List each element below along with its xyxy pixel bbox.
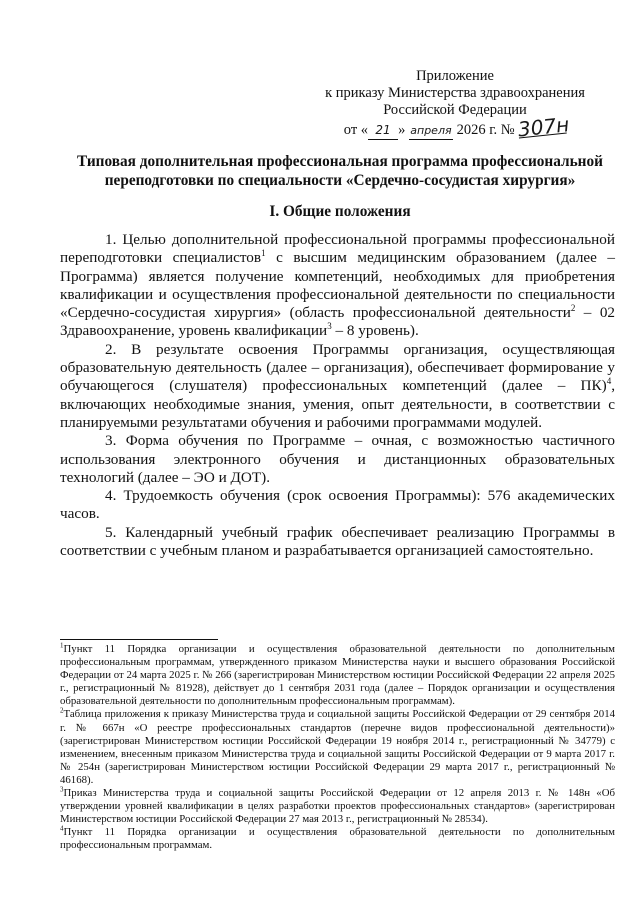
footnote-ref-4: 4	[606, 376, 612, 387]
paragraph-2: 2. В результате освоения Программы организация, осуществляющая образовательную деятельность (далее – организация), обеспечивает формирование у обучающегося (слушателя) профессиональных компетенций (далее – ПК)$^4$, включающих необходимые знания, умения, опыт деятельности, в соответствии с планируемыми результатами обучения и рабочими программами модулей.	[60, 340, 615, 431]
footnote-ref-2: 2	[570, 303, 576, 314]
ministry-country: Российской Федерации	[383, 102, 527, 118]
handwritten-month: апреля	[409, 122, 453, 140]
paragraph-4: 4. Трудоемкость обучения (срок освоения Программы): 576 академических часов.	[60, 487, 615, 523]
footnote-1: $^1$Пункт 11 Порядка организации и осуществления образовательной деятельности по дополнительным профессиональным программам, утвержденного приказом Министерства науки и высшего образования Российской Федерации от 24 марта 2025 г. № 266 (зарегистрирован Министерством юстиции Российской Федерации 22 апреля 2025 г., регистрационный № 81928), действует до 1 сентября 2031 года (далее – Порядок организации и осуществления образовательной деятельности по дополнительным профессиональным программам).	[60, 641, 615, 708]
footnotes	[60, 643, 615, 853]
paragraph-1: 1. Целью дополнительной профессиональной программы профессиональной переподготовки специалистов$^1$ с высшим медицинским образованием (далее – Программа) является получение компетенций, необходимых для приобретения квалификации и осуществления профессиональной деятельности по специальности «Сердечно-сосудистая хирургия» (область профессиональной деятельности$^2$ – 02 Здравоохранение, уровень квалификации$^3$ – 8 уровень).	[60, 231, 615, 340]
paragraph-3: 3. Форма обучения по Программе – очная, с возможностью частичного использования электронного обучения и дистанционных образовательных технологий (далее – ЭО и ДОТ).	[60, 432, 615, 486]
footnote-ref-1: 1	[261, 248, 266, 259]
footnote-ref-3: 3	[327, 321, 332, 332]
document-body	[60, 231, 615, 560]
document-title: Типовая дополнительная профессиональная программа профессиональной переподготовки по специальности «Сердечно-сосудистая хирургия»	[77, 153, 603, 189]
appendix-label: Приложение	[416, 68, 494, 84]
footnote-3: $^3$Приказ Министерства труда и социальной защиты Российской Федерации от 12 апреля 2013 г. № 148н «Об утверждении уровней квалификации в целях разработки проектов профессиональных стандартов» (зарегистрирован Министерством юстиции Российской Федерации 27 мая 2013 г., регистрационный № 28534).	[60, 785, 615, 826]
paragraph-5: 5. Календарный учебный график обеспечивает реализацию Программы в соответствии с учебным планом и разрабатывается организацией самостоятельно.	[60, 523, 615, 560]
appendix-header	[300, 68, 610, 140]
section-heading: I. Общие положения	[269, 203, 411, 220]
order-date-number: от « 21 » апреля 2026 г. № 307н	[343, 112, 571, 142]
handwritten-order-number: 307н	[517, 112, 571, 142]
footnote-2: $^2$Таблица приложения к приказу Министерства труда и социальной защиты Российской Федерации от 29 сентября 2014 г. № 667н «О реестре профессиональных стандартов (перечне видов профессиональной деятельности)» (зарегистрирован Министерством юстиции Российской Федерации 19 ноября 2014 г., регистрационный № 34779) с изменением, внесенным приказом Министерства труда и социальной защиты Российской Федерации от 9 марта 2017 г. № 254н (зарегистрирован Министерством юстиции Российской Федерации 29 марта 2017 г., регистрационный № 46168).	[60, 706, 615, 786]
footnote-4: $^4$Пункт 11 Порядка организации и осуществления образовательной деятельности по дополнительным профессиональным программам.	[60, 824, 615, 852]
order-reference: к приказу Министерства здравоохранения	[325, 85, 585, 101]
footnote-divider	[60, 639, 218, 640]
handwritten-day: 21	[368, 122, 398, 140]
